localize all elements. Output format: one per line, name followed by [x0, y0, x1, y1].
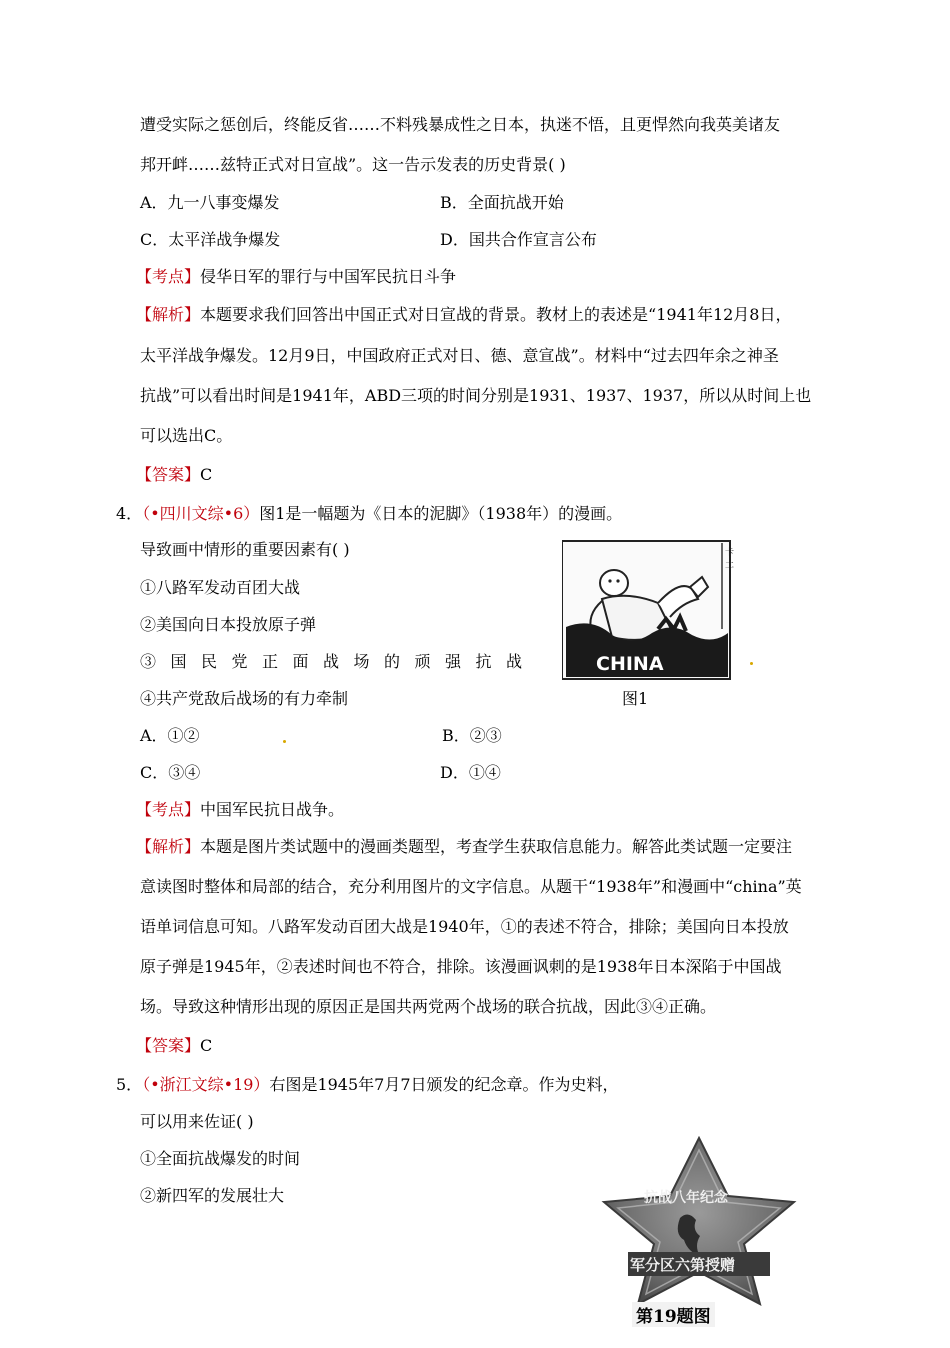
kaodian-label: 考点: [152, 267, 185, 286]
q3-option-c: C．太平洋战争爆发: [140, 230, 281, 249]
q4-option-b: B．②③: [442, 726, 502, 745]
cartoon-illustration: [562, 537, 740, 683]
q4-jiexi-line-3: 语单词信息可知。八路军发动百团大战是1940年，①的表述不符合，排除；美国向日本投放: [140, 917, 789, 936]
jiexi-label: 解析: [152, 305, 185, 324]
q4-number: 4．: [116, 504, 143, 523]
q4-source: （•四川文综•6）: [142, 504, 260, 523]
q4-jiexi-line-1: 【解析】本题是图片类试题中的漫画类题型，考查学生获取信息能力。解答此类试题一定要注: [136, 837, 793, 856]
jiexi-text: 本题要求我们回答出中国正式对日宣战的背景。教材上的表述是“1941年12月8日，: [200, 305, 792, 324]
q4-stem-line-1: [116, 503, 622, 525]
yellow-dot: [750, 662, 753, 665]
q4-jiexi-line-5: 场。导致这种情形出现的原因正是国共两党两个战场的联合抗战，因此③④正确。: [140, 997, 717, 1016]
q3-jiexi-line-3: 抗战”可以看出时间是1941年，ABD三项的时间分别是1931、1937、1937，所以从时间上也: [140, 386, 812, 405]
daan-text: C: [200, 465, 213, 484]
q4-option-d: D．①④: [440, 763, 501, 782]
jiexi-text: 本题是图片类试题中的漫画类题型，考查学生获取信息能力。解答此类试题一定要注: [200, 837, 793, 856]
jiexi-label: 解析: [152, 837, 185, 856]
medal-bottom-text: 军分区六第授赠: [630, 1256, 736, 1274]
q3-option-a: A．九一八事变爆发: [140, 193, 280, 212]
q4-daan: 【答案】C: [136, 1036, 213, 1055]
kaodian-text: 中国军民抗日战争。: [200, 800, 345, 819]
yellow-dot: [283, 740, 286, 743]
q4-kaodian: 【考点】中国军民抗日战争。: [136, 800, 345, 819]
q4-item-3: ③国民党正面战场的顽强抗战: [140, 652, 537, 671]
q3-jiexi-line-2: 太平洋战争爆发。12月9日，中国政府正式对日、德、意宣战”。材料中“过去四年余之神圣: [140, 346, 779, 365]
figure-1-caption: 图1: [622, 689, 649, 708]
q3-stem-line-2: 邦开衅……兹特正式对日宣战”。这一告示发表的历史背景( ): [140, 155, 566, 174]
q3-jiexi-line-1: 【解析】本题要求我们回答出中国正式对日宣战的背景。教材上的表述是“1941年12月8日，: [136, 305, 792, 324]
q3-daan: 【答案】C: [136, 465, 213, 484]
q3-kaodian: 【考点】侵华日军的罪行与中国军民抗日斗争: [136, 267, 457, 286]
medal-top-text: 抗战八年纪念: [644, 1190, 728, 1206]
q3-option-d: D．国共合作宣言公布: [440, 230, 597, 249]
q5-source: （•浙江文综•19）: [142, 1075, 270, 1094]
daan-label: 答案: [152, 1036, 185, 1055]
q4-option-a: A．①②: [140, 726, 200, 745]
cartoon-china-text: CHINA: [596, 653, 664, 675]
q3-jiexi-line-4: 可以选出C。: [140, 426, 233, 445]
q4-item-4: ④共产党敌后战场的有力牵制: [140, 689, 349, 708]
q3-option-b: B．全面抗战开始: [440, 193, 564, 212]
q5-item-2: ②新四军的发展壮大: [140, 1186, 285, 1205]
cartoon-figure: [562, 537, 740, 683]
q4-jiexi-line-4: 原子弹是1945年，②表述时间也不符合，排除。该漫画讽刺的是1938年日本深陷于中国战: [140, 957, 782, 976]
q4-stem-line-2: 导致画中情形的重要因素有( ): [140, 540, 350, 559]
kaodian-label: 考点: [152, 800, 185, 819]
daan-text: C: [200, 1036, 213, 1055]
q4-stem-text: 图1是一幅题为《日本的泥脚》（1938年）的漫画。: [259, 504, 623, 523]
svg-text:土: 土: [725, 560, 735, 570]
q4-option-c: C．③④: [140, 763, 201, 782]
q5-stem-text: 右图是1945年7月7日颁发的纪念章。作为史料，: [269, 1075, 619, 1094]
daan-label: 答案: [152, 465, 185, 484]
q5-stem-line-2: 可以用来佐证( ): [140, 1112, 254, 1131]
kaodian-text: 侵华日军的罪行与中国军民抗日斗争: [200, 267, 457, 286]
q5-number: 5．: [116, 1075, 143, 1094]
q3-stem-line-1: 遭受实际之惩创后，终能反省……不料残暴成性之日本，执迷不悟，且更悍然向我英美诸友: [140, 115, 781, 134]
q5-item-1: ①全面抗战爆发的时间: [140, 1149, 301, 1168]
svg-text:卡: 卡: [725, 548, 735, 558]
q4-item-1: ①八路军发动百团大战: [140, 578, 301, 597]
q4-item-2: ②美国向日本投放原子弹: [140, 615, 317, 634]
q4-jiexi-line-2: 意读图时整体和局部的结合，充分利用图片的文字信息。从题干“1938年”和漫画中“china”英: [140, 877, 802, 896]
figure-19-caption: 第19题图: [632, 1302, 715, 1327]
q5-stem-line-1: [116, 1074, 619, 1096]
